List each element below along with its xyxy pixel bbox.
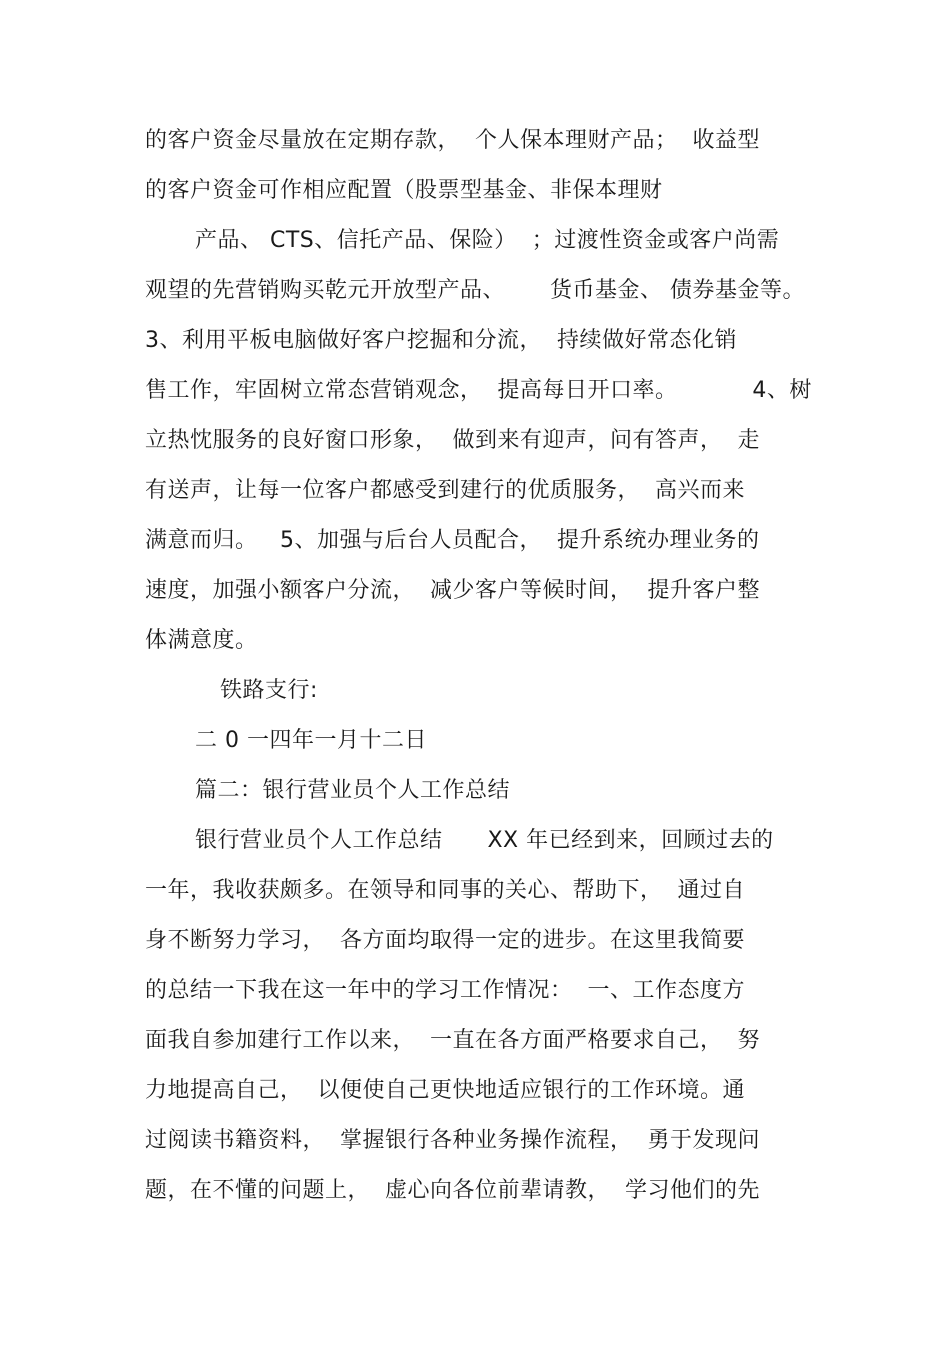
text-line: 一年，我收获颇多。在领导和同事的关心、帮助下， 通过自	[145, 878, 745, 903]
date-line: 二 0 一四年一月十二日	[195, 728, 427, 753]
text-line: 的客户资金可作相应配置（股票型基金、非保本理财	[145, 178, 663, 203]
text-line: 3、利用平板电脑做好客户挖掘和分流， 持续做好常态化销	[145, 328, 737, 353]
text-line: 过阅读书籍资料， 掌握银行各种业务操作流程， 勇于发现问	[145, 1128, 760, 1153]
text-line: 观望的先营销购买乾元开放型产品、 货币基金、 债券基金等。	[145, 278, 805, 303]
text-line: 产品、 CTS、信托产品、保险） ；过渡性资金或客户尚需	[195, 228, 780, 253]
text-line: 身不断努力学习， 各方面均取得一定的进步。在这里我简要	[145, 928, 745, 953]
text-line: 体满意度。	[145, 628, 258, 653]
text-line: 的总结一下我在这一年中的学习工作情况： 一、工作态度方	[145, 978, 745, 1003]
text-line: 的客户资金尽量放在定期存款， 个人保本理财产品； 收益型	[145, 128, 760, 153]
text-line: 速度，加强小额客户分流， 减少客户等候时间， 提升客户整	[145, 578, 760, 603]
section-heading: 篇二：银行营业员个人工作总结	[195, 778, 511, 803]
text-line: 面我自参加建行工作以来， 一直在各方面严格要求自己， 努	[145, 1028, 760, 1053]
text-line: 力地提高自己， 以便使自己更快地适应银行的工作环境。通	[145, 1078, 745, 1103]
text-line: 有送声，让每一位客户都感受到建行的优质服务， 高兴而来	[145, 478, 745, 503]
text-line: 银行营业员个人工作总结 XX 年已经到来，回顾过去的	[195, 828, 774, 853]
text-line: 立热忱服务的良好窗口形象， 做到来有迎声，问有答声， 走	[145, 428, 760, 453]
text-line: 满意而归。 5、加强与后台人员配合， 提升系统办理业务的	[145, 528, 760, 553]
text-line: 售工作，牢固树立常态营销观念， 提高每日开口率。 4、树	[145, 378, 812, 403]
branch-name: 铁路支行:	[220, 678, 318, 703]
text-line: 题，在不懂的问题上， 虚心向各位前辈请教， 学习他们的先	[145, 1178, 760, 1203]
